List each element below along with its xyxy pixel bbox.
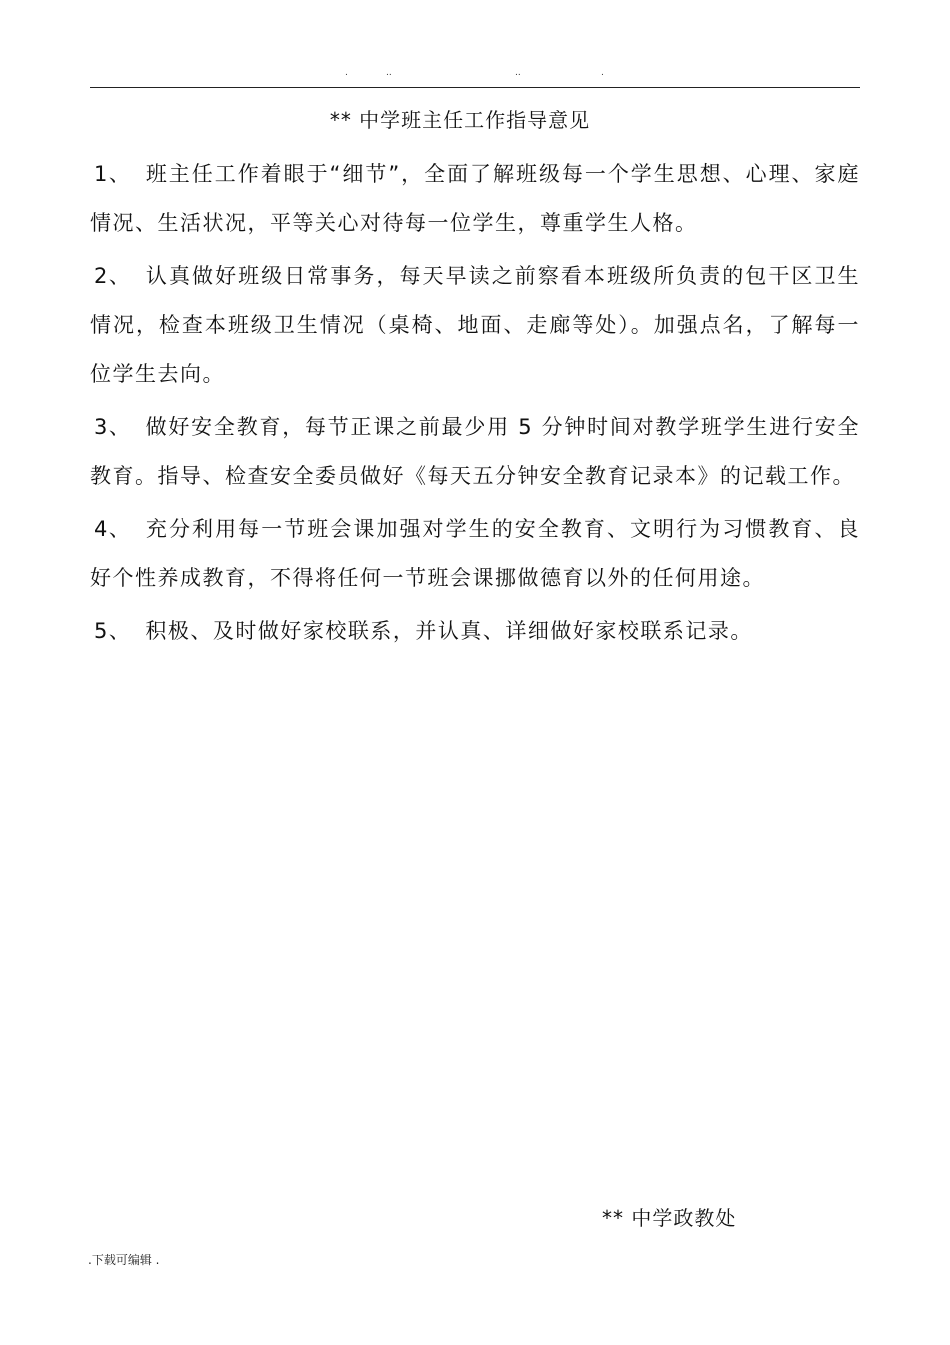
paragraph-text: 积极、及时做好家校联系，并认真、详细做好家校联系记录。: [145, 619, 753, 643]
paragraph-text: 认真做好班级日常事务，每天早读之前察看本班级所负责的包干区卫生情况，检查本班级卫生情况（桌椅、地面、走廊等处）。加强点名，了解每一位学生去向。: [90, 264, 860, 386]
signature: ** 中学政教处: [602, 1206, 737, 1230]
paragraph-1: [90, 150, 860, 248]
footer-note: .下载可编辑 .: [88, 1253, 160, 1267]
header-mark: ..: [386, 68, 392, 78]
paragraph-number: 2、: [94, 264, 132, 288]
paragraph-2: [90, 252, 860, 399]
header-mark: .: [601, 68, 604, 78]
paragraph-number: 4、: [94, 517, 132, 541]
paragraph-4: [90, 505, 860, 603]
header-mark: ..: [515, 68, 521, 78]
paragraph-number: 3、: [94, 415, 132, 439]
document-body: [90, 150, 860, 660]
paragraph-5: [90, 607, 860, 656]
document-title: ** 中学班主任工作指导意见: [329, 108, 591, 132]
header-rule: [90, 87, 860, 88]
paragraph-text: 充分利用每一节班会课加强对学生的安全教育、文明行为习惯教育、良好个性养成教育，不得将任何一节班会课挪做德育以外的任何用途。: [90, 517, 860, 590]
paragraph-3: [90, 403, 860, 501]
header-mark: .: [345, 68, 348, 78]
header-marks: [0, 68, 950, 84]
paragraph-number: 5、: [94, 619, 132, 643]
paragraph-number: 1、: [94, 162, 132, 186]
paragraph-text: 做好安全教育，每节正课之前最少用 5 分钟时间对教学班学生进行安全教育。指导、检查安全委员做好《每天五分钟安全教育记录本》的记载工作。: [90, 415, 860, 488]
paragraph-text: 班主任工作着眼于“细节”，全面了解班级每一个学生思想、心理、家庭情况、生活状况，平等关心对待每一位学生，尊重学生人格。: [90, 162, 860, 235]
